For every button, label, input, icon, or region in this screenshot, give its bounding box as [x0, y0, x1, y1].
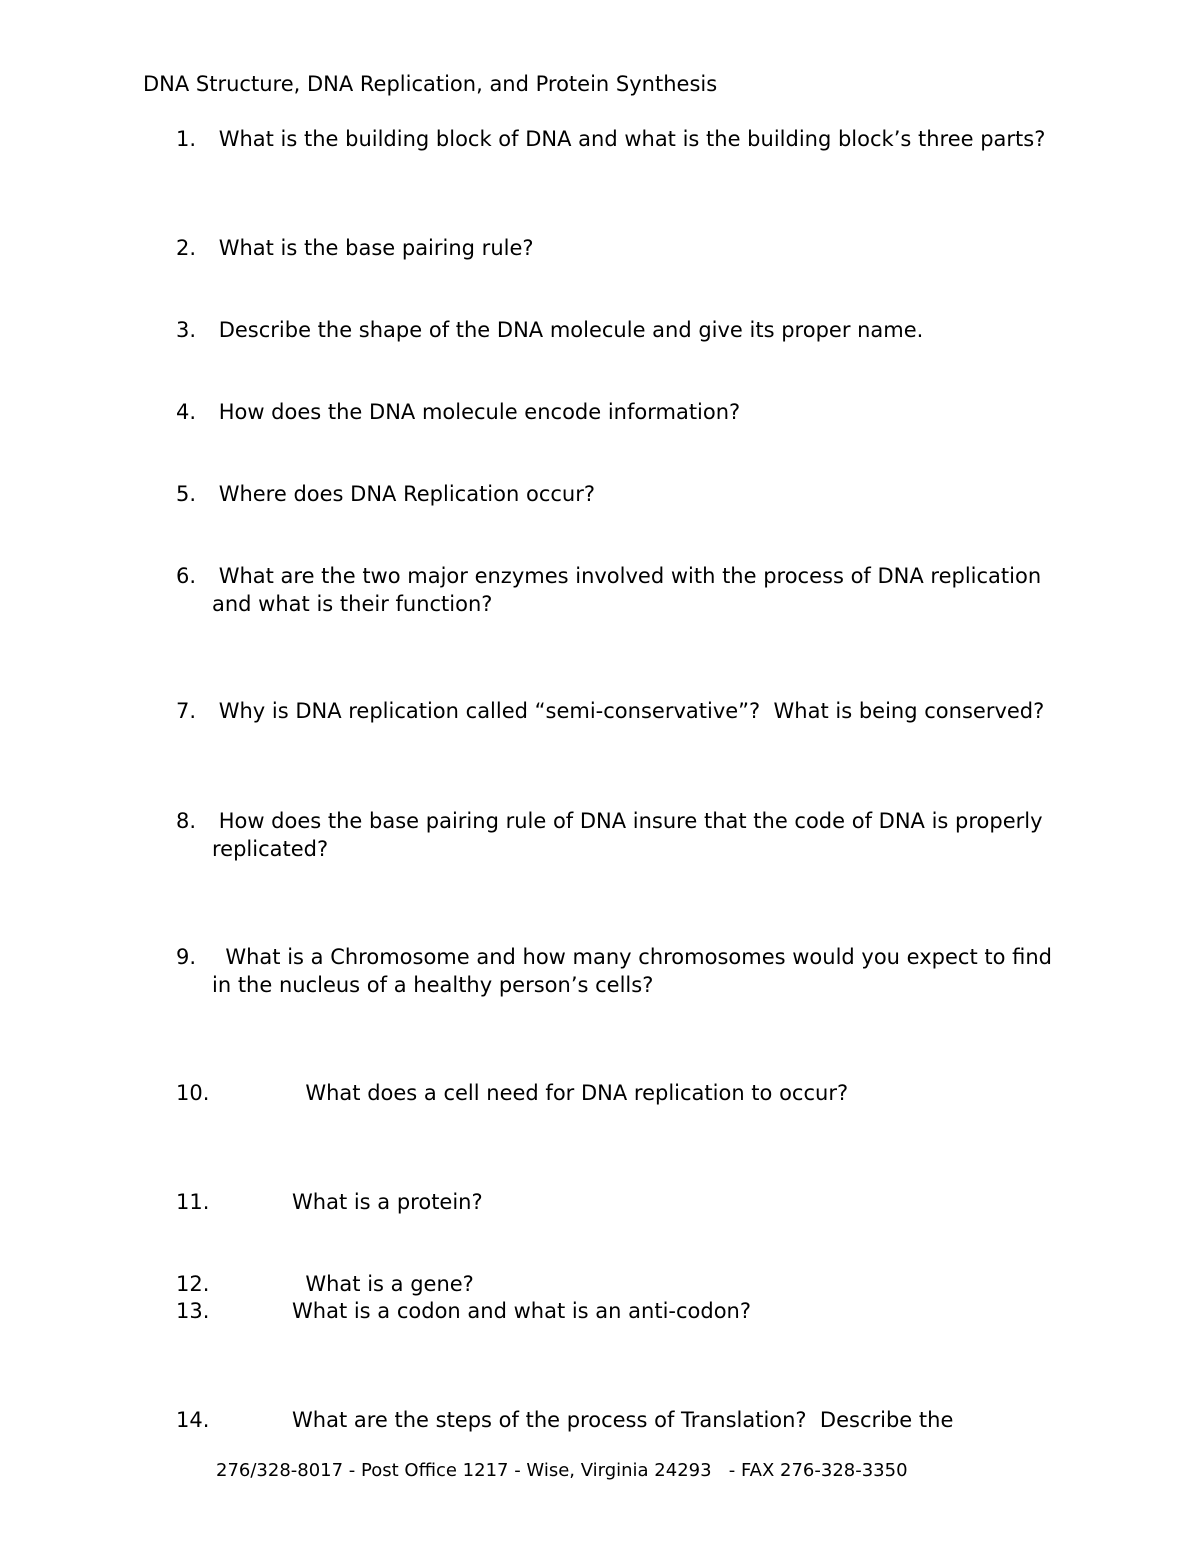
page-title: DNA Structure, DNA Replication, and Protein Synthesis — [143, 72, 718, 96]
question-14 — [176, 1406, 1056, 1434]
question-number: 11. — [176, 1190, 210, 1214]
question-number: 6. — [176, 564, 197, 588]
question-12 — [176, 1270, 1056, 1298]
question-text: What is the building block of DNA and what is the building block’s three parts? — [212, 127, 1046, 151]
question-text: What is a gene? — [292, 1272, 474, 1296]
question-number: 4. — [176, 400, 197, 424]
question-2 — [176, 234, 1056, 262]
question-13 — [176, 1297, 1056, 1325]
question-text: Where does DNA Replication occur? — [212, 482, 595, 506]
question-text: What does a cell need for DNA replication to occur? — [292, 1081, 849, 1105]
question-text: What are the two major enzymes involved with the process of DNA replication and what is their function? — [212, 564, 1048, 616]
question-7 — [176, 697, 1056, 725]
question-text: Why is DNA replication called “semi-conservative”? What is being conserved? — [212, 699, 1045, 723]
question-number: 8. — [176, 809, 197, 833]
question-number: 13. — [176, 1299, 210, 1323]
question-text: What is a Chromosome and how many chromosomes would you expect to find in the nucleus of a healthy person’s cells? — [212, 945, 1059, 997]
question-number: 7. — [176, 699, 197, 723]
question-number: 14. — [176, 1408, 210, 1432]
question-4 — [176, 398, 1056, 426]
question-5 — [176, 480, 1056, 508]
question-text: How does the DNA molecule encode information? — [212, 400, 741, 424]
question-text: Describe the shape of the DNA molecule and give its proper name. — [212, 318, 924, 342]
question-number: 12. — [176, 1272, 210, 1296]
question-1 — [176, 125, 1056, 153]
question-text: What is a codon and what is an anti-codon? — [292, 1299, 752, 1323]
question-11 — [176, 1188, 1056, 1216]
question-10 — [176, 1079, 1056, 1107]
question-number: 9. — [176, 945, 197, 969]
page-footer: 276/328-8017 - Post Office 1217 - Wise, Virginia 24293 - FAX 276-328-3350 — [216, 1460, 908, 1481]
question-6 — [176, 562, 1056, 618]
question-text: What is a protein? — [292, 1190, 483, 1214]
question-9 — [176, 943, 1059, 999]
question-number: 5. — [176, 482, 197, 506]
question-text: How does the base pairing rule of DNA insure that the code of DNA is properly replicated? — [212, 809, 1050, 861]
question-text: What are the steps of the process of Translation? Describe the — [292, 1408, 954, 1432]
question-8 — [176, 807, 1056, 863]
question-3 — [176, 316, 1056, 344]
question-number: 1. — [176, 127, 197, 151]
question-number: 2. — [176, 236, 197, 260]
question-number: 10. — [176, 1081, 210, 1105]
question-text: What is the base pairing rule? — [212, 236, 534, 260]
question-number: 3. — [176, 318, 197, 342]
